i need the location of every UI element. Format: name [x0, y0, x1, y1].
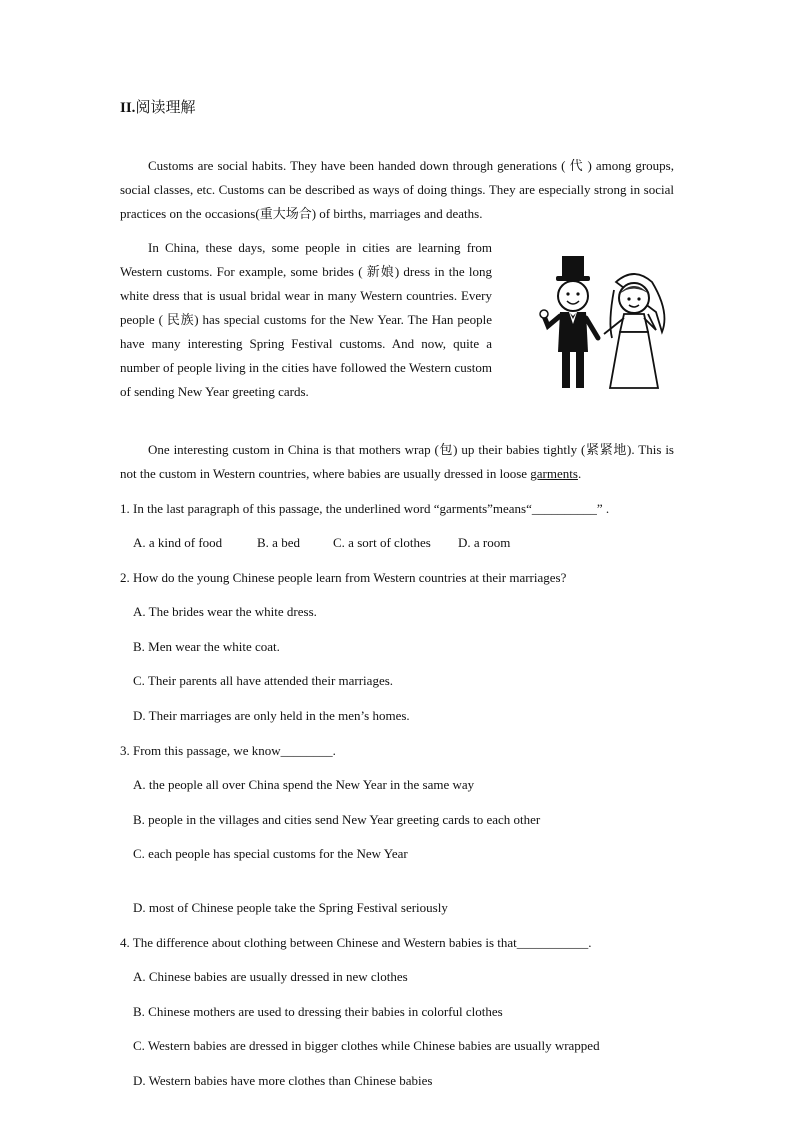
- passage-paragraph-3: [120, 438, 674, 486]
- q1-option-d[interactable]: D. a room: [458, 535, 511, 550]
- q1-option-a[interactable]: A. a kind of food: [133, 535, 223, 550]
- q4-option-c[interactable]: C. Western babies are dressed in bigger clothes while Chinese babies are usually wrapped: [133, 1038, 600, 1053]
- q3-option-b[interactable]: B. people in the villages and cities send New Year greeting cards to each other: [133, 812, 541, 827]
- wedding-couple-icon: [538, 252, 668, 394]
- section-heading: [120, 96, 195, 117]
- question-3-stem: 3. From this passage, we know________.: [120, 743, 336, 758]
- q4-option-d[interactable]: D. Western babies have more clothes than Chinese babies: [133, 1073, 433, 1088]
- passage-paragraph-1: Customs are social habits. They have been handed down through generations ( 代 ) among groups, social classes, etc. Customs can be described as ways of doing things. They are especially strong in social practices on the occasions(重大场合) of births, marriages and deaths.: [120, 158, 674, 221]
- q3-option-d[interactable]: D. most of Chinese people take the Spring Festival seriously: [133, 900, 448, 915]
- passage-paragraph-2: In China, these days, some people in cities are learning from Western customs. For example, some brides ( 新娘) dress in the long white dress that is usual bridal wear in many Western countries. Every people ( 民族) has special customs for the New Year. The Han people have many interesting Spring Festival customs. And now, quite a number of people living in the cities have followed the Western custom of sending New Year greeting cards.: [120, 240, 492, 399]
- section-title: 阅读理解: [135, 98, 196, 116]
- q4-option-b[interactable]: B. Chinese mothers are used to dressing their babies in colorful clothes: [133, 1004, 503, 1019]
- q1-option-b[interactable]: B. a bed: [257, 535, 300, 550]
- section-number: II.: [120, 100, 136, 116]
- q4-option-a[interactable]: A. Chinese babies are usually dressed in new clothes: [133, 969, 408, 984]
- q3-option-a[interactable]: A. the people all over China spend the New Year in the same way: [133, 777, 475, 792]
- question-2-stem: 2. How do the young Chinese people learn from Western countries at their marriages?: [120, 570, 567, 585]
- paragraph-3-end: .: [577, 466, 582, 481]
- q3-option-c[interactable]: C. each people has special customs for the New Year: [133, 846, 408, 861]
- q2-option-d[interactable]: D. Their marriages are only held in the men’s homes.: [133, 708, 410, 723]
- q1-option-c[interactable]: C. a sort of clothes: [333, 535, 431, 550]
- underlined-word: garments: [530, 466, 578, 481]
- q2-option-b[interactable]: B. Men wear the white coat.: [133, 639, 280, 654]
- q2-option-c[interactable]: C. Their parents all have attended their marriages.: [133, 673, 394, 688]
- question-1-stem: 1. In the last paragraph of this passage, the underlined word “garments”means“__________” .: [120, 501, 610, 516]
- question-4-stem: 4. The difference about clothing between Chinese and Western babies is that___________.: [120, 935, 592, 950]
- paragraph-3-text: One interesting custom in China is that mothers wrap (包) up their babies tightly (紧紧地). This is not the custom in Western countries, where babies are usually dressed in loose: [120, 442, 674, 481]
- q2-option-a[interactable]: A. The brides wear the white dress.: [133, 604, 317, 619]
